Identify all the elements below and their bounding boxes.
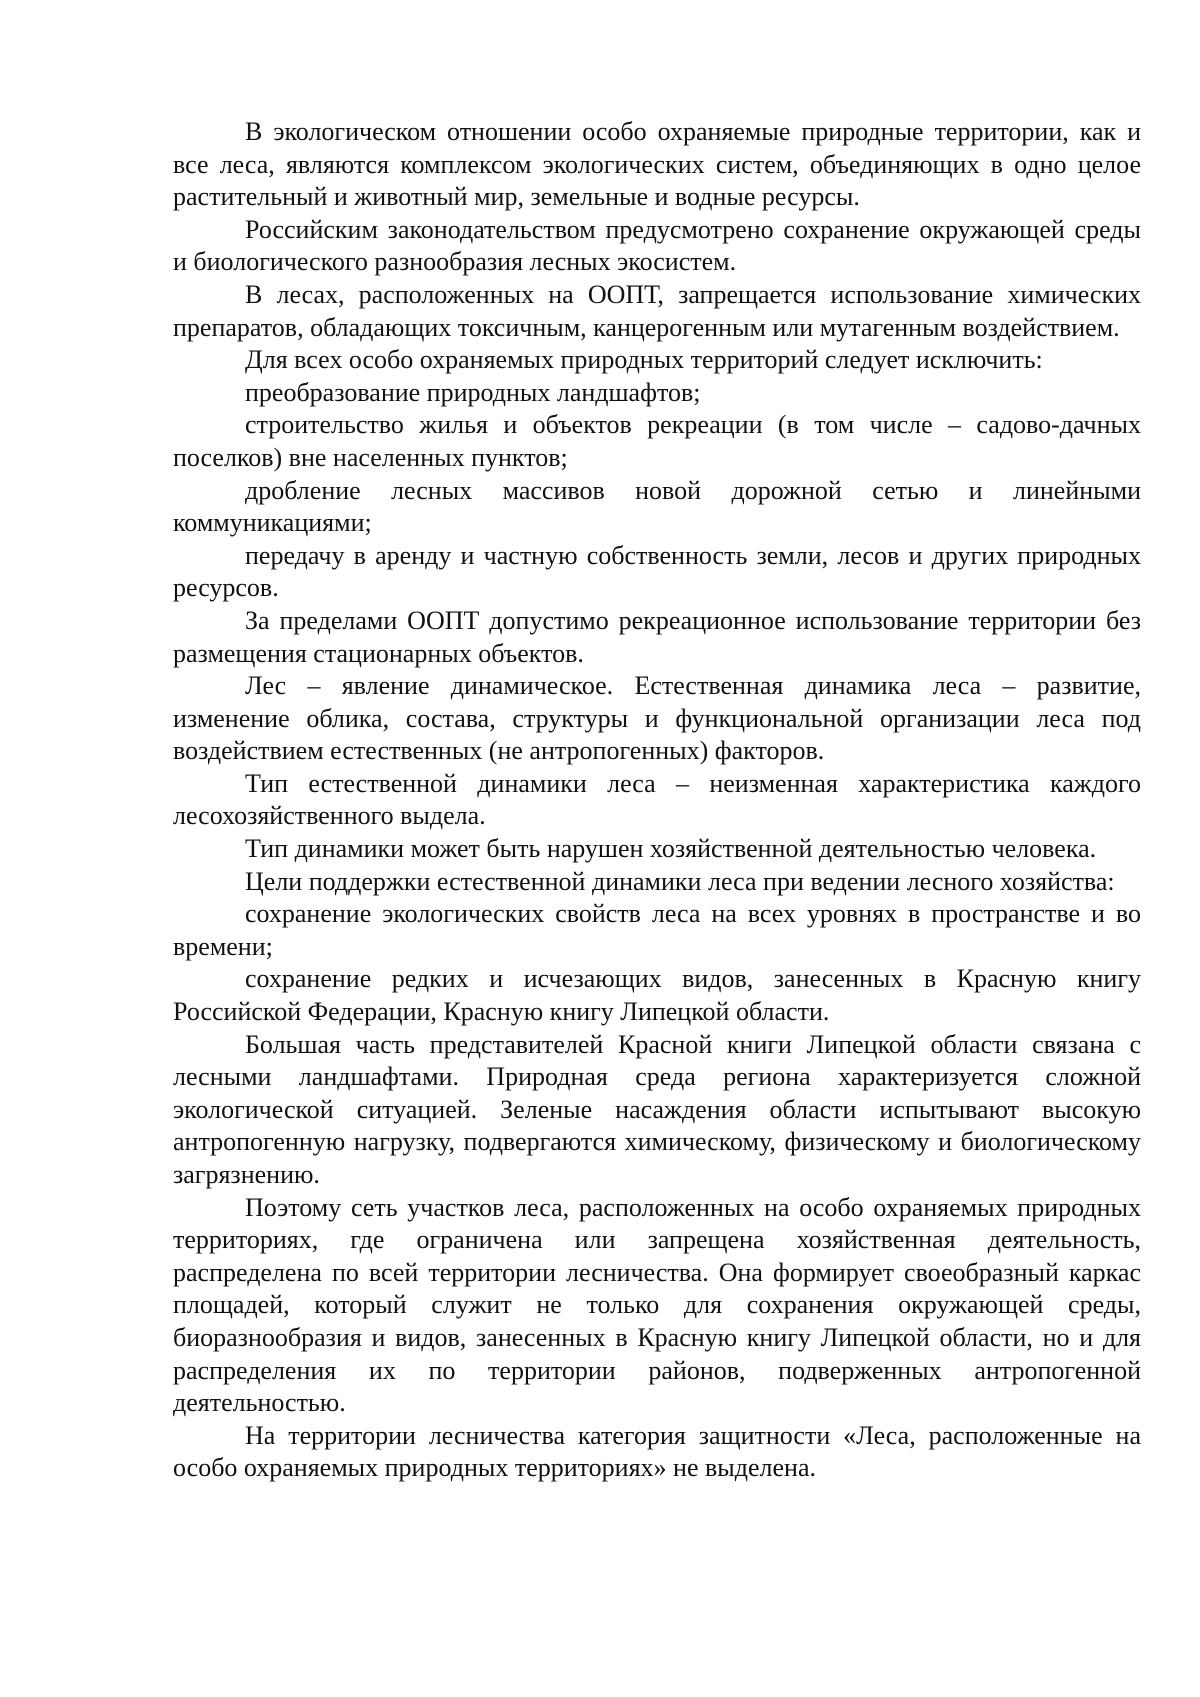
paragraph-exclusions-intro: Для всех особо охраняемых природных территорий следует исключить:: [245, 345, 1043, 375]
paragraph-goals-intro: Цели поддержки естественной динамики леса при ведении лесного хозяйства:: [245, 866, 1115, 896]
paragraph-protection-category: На территории лесничества категория защитности «Леса, расположенные на особо охраняемых природных территориях» не выделена.: [173, 1420, 1141, 1483]
list-item-ecological-properties: сохранение экологических свойств леса на всех уровнях в пространстве и во времени;: [173, 899, 1141, 961]
list-item-forest-fragmentation: дробление лесных массивов новой дорожной сетью и линейными коммуникациями;: [173, 475, 1141, 538]
paragraph-ecological-role: В экологическом отношении особо охраняемые природные территории, как и все леса, являются комплексом экологических систем, объединяющих в одно целое растительный и животный мир, земельные и водные ресурсы.: [173, 117, 1141, 212]
list-item-rare-species: сохранение редких и исчезающих видов, занесенных в Красную книгу Российской Федерации, Красную книгу Липецкой области.: [173, 964, 1141, 1027]
paragraph-forest-dynamics: Лес – явление динамическое. Естественная динамика леса – развитие, изменение облика, состава, структуры и функциональной организации леса под воздействием естественных (не антропогенных) факторов.: [173, 671, 1141, 766]
list-item-lease-transfer: передачу в аренду и частную собственность земли, лесов и других природных ресурсов.: [173, 540, 1141, 603]
paragraph-dynamics-disturbance: Тип динамики может быть нарушен хозяйственной деятельностью человека.: [245, 834, 1097, 864]
paragraph-red-book-lipetsk: Большая часть представителей Красной книги Липецкой области связана с лесными ландшафтами. Природная среда региона характеризуется сложной экологической ситуацией. Зеленые насаждения области испытывают высокую антропогенную нагрузку, подвергаются химическому, физическому и биологическому загрязнению.: [173, 1029, 1141, 1189]
list-item-landscape-transformation: преобразование природных ландшафтов;: [245, 377, 701, 407]
paragraph-chemical-ban: В лесах, расположенных на ООПТ, запрещается использование химических препаратов, обладающих токсичным, канцерогенным или мутагенным воздействием.: [173, 279, 1141, 342]
list-item-construction: строительство жилья и объектов рекреации (в том числе – садово-дачных поселков) вне населенных пунктов;: [173, 410, 1141, 472]
paragraph-recreational-use: За пределами ООПТ допустимо рекреационное использование территории без размещения стационарных объектов.: [173, 605, 1141, 668]
paragraph-protected-network: Поэтому сеть участков леса, расположенных на особо охраняемых природных территориях, где ограничена или запрещена хозяйственная деятельность, распределена по всей территории лесничества. Она формирует своеобразный каркас площадей, который служит не только для сохранения окружающей среды, биоразнообразия и видов, занесенных в Красную книгу Липецкой области, но и для распределения их по территории районов, подверженных антропогенной деятельностью.: [173, 1192, 1141, 1418]
paragraph-dynamics-type: Тип естественной динамики леса – неизменная характеристика каждого лесохозяйственного выдела.: [173, 768, 1141, 831]
document-body: [173, 116, 1141, 1485]
paragraph-legislation: Российским законодательством предусмотрено сохранение окружающей среды и биологического разнообразия лесных экосистем.: [173, 214, 1141, 277]
